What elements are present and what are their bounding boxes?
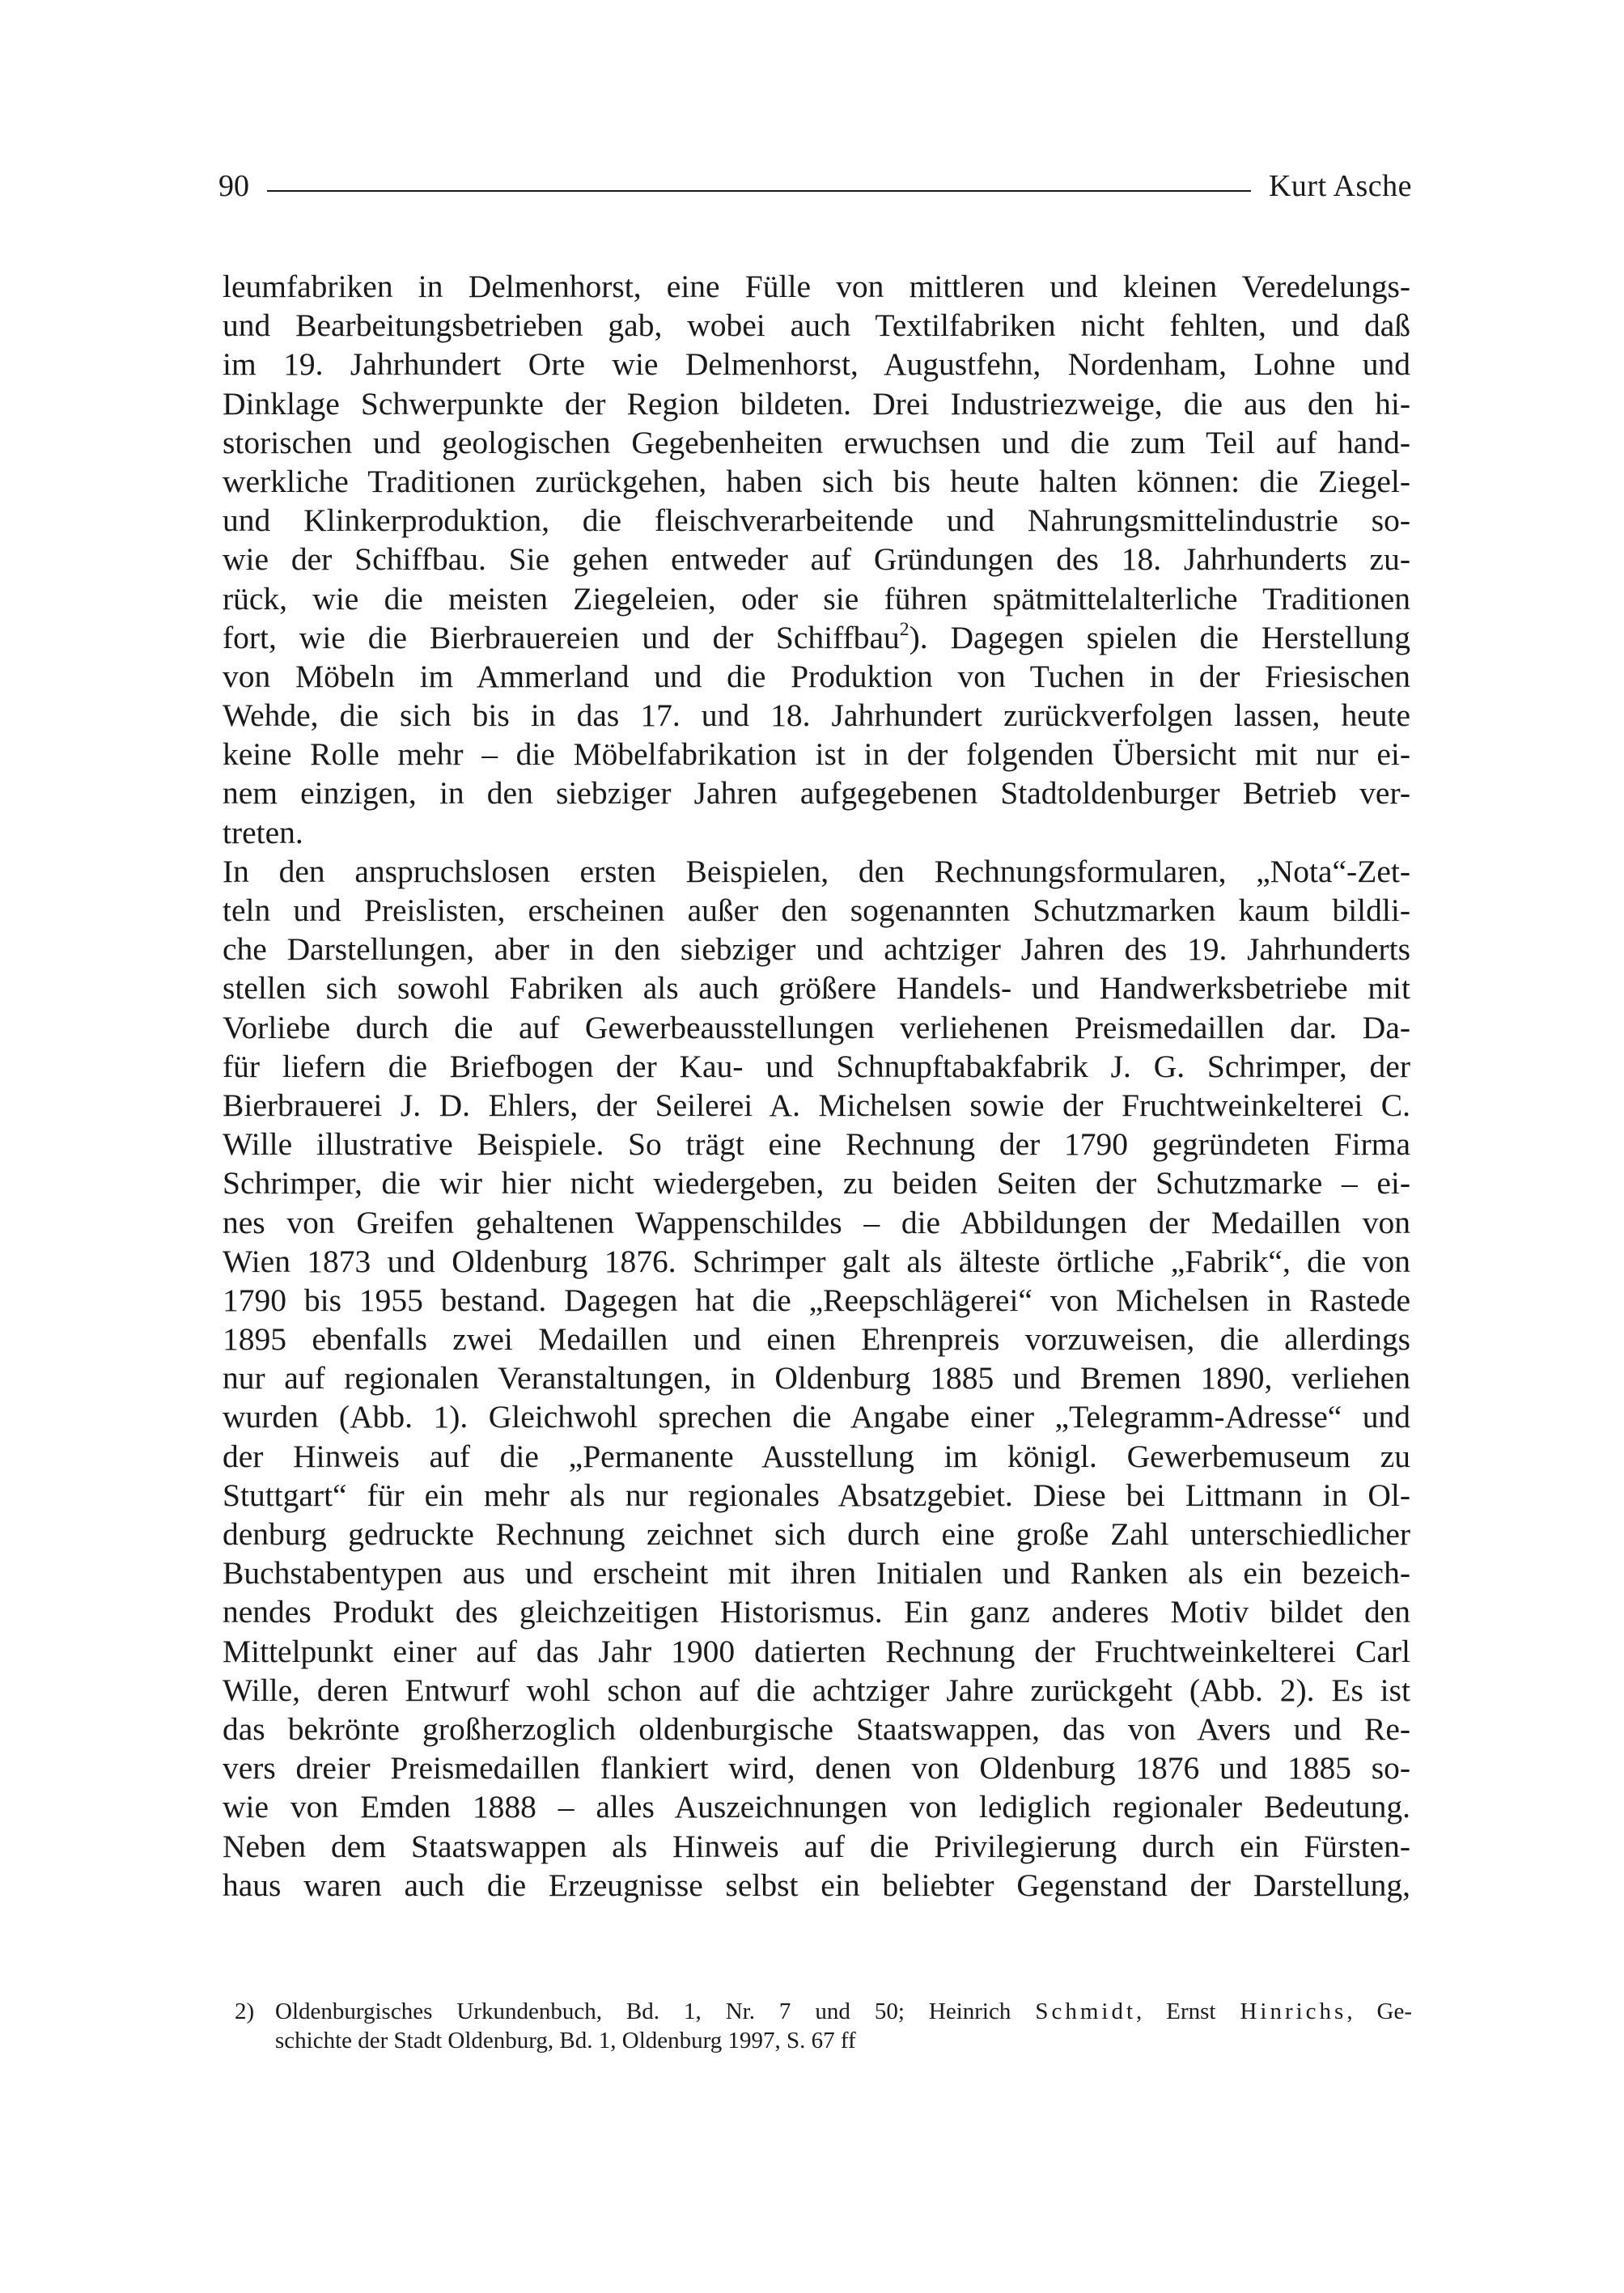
text-line: che Darstellungen, aber in den siebziger und achtziger Jahren des 19. Jahrhunderts [223, 931, 1410, 968]
text-segment: ). Dagegen spielen die Herstellung [909, 619, 1410, 655]
text-line: das bekrönte großherzoglich oldenburgische Staatswappen, das von Avers und Re- [223, 1710, 1410, 1747]
text-line: für liefern die Briefbogen der Kau- und Schnupftabakfabrik J. G. Schrimper, der [223, 1048, 1410, 1084]
text-line: nem einzigen, in den siebziger Jahren aufgegebenen Stadtoldenburger Betrieb ver- [223, 775, 1410, 812]
footnote-segment: Oldenburgisches Urkundenbuch, Bd. 1, Nr. 7 und 50; Heinrich [275, 1998, 1036, 2024]
text-line: teln und Preislisten, erscheinen außer den sogenannten Schutzmarken kaum bildli- [223, 892, 1410, 928]
footnote-line: schichte der Stadt Oldenburg, Bd. 1, Oldenburg 1997, S. 67 ff [275, 2028, 856, 2054]
text-line: rück, wie die meisten Ziegeleien, oder sie führen spätmittelalterliche Traditionen [223, 580, 1410, 617]
text-line: Wien 1873 und Oldenburg 1876. Schrimper galt als älteste örtliche „Fabrik“, die von [223, 1243, 1410, 1279]
footnote-line [275, 1997, 1412, 2026]
text-line: wurden (Abb. 1). Gleichwohl sprechen die Angabe einer „Telegramm-Adresse“ und [223, 1399, 1410, 1435]
text-line: Mittelpunkt einer auf das Jahr 1900 datierten Rechnung der Fruchtweinkelterei Carl [223, 1633, 1410, 1669]
text-line: 1790 bis 1955 bestand. Dagegen hat die „Reepschlägerei“ von Michelsen in Rastede [223, 1282, 1410, 1318]
text-line: Vorliebe durch die auf Gewerbeausstellungen verliehenen Preismedaillen dar. Da- [223, 1009, 1410, 1045]
text-line: der Hinweis auf die „Permanente Ausstellung im königl. Gewerbemuseum zu [223, 1438, 1410, 1474]
text-line: und Klinkerproduktion, die fleischverarbeitende und Nahrungsmittelindustrie so- [223, 502, 1410, 539]
text-line: Stuttgart“ für ein mehr als nur regionales Absatzgebiet. Diese bei Littmann in Ol- [223, 1477, 1410, 1513]
text-line: wie von Emden 1888 – alles Auszeichnungen von lediglich regionaler Bedeutung. [223, 1789, 1410, 1825]
text-line: stellen sich sowohl Fabriken als auch größere Handels- und Handwerksbetriebe mit [223, 970, 1410, 1007]
text-line: Wehde, die sich bis in das 17. und 18. Jahrhundert zurückverfolgen lassen, heute [223, 697, 1410, 734]
text-line: nes von Greifen gehaltenen Wappenschildes – die Abbildungen der Medaillen von [223, 1204, 1410, 1240]
text-line: Wille, deren Entwurf wohl schon auf die achtziger Jahre zurückgeht (Abb. 2). Es ist [223, 1672, 1410, 1708]
footnote [235, 1997, 1412, 2055]
footnote-segment: , Ge- [1346, 1998, 1413, 2024]
text-line: Neben dem Staatswappen als Hinweis auf die Privilegierung durch ein Fürsten- [223, 1828, 1410, 1864]
page-number: 90 [218, 169, 249, 203]
text-line: haus waren auch die Erzeugnisse selbst ein beliebter Gegenstand der Darstellung, [223, 1867, 1410, 1903]
text-line: Buchstabentypen aus und erscheint mit ihren Initialen und Ranken als ein bezeich- [223, 1555, 1410, 1592]
text-line-with-note [223, 618, 1410, 657]
text-line: und Bearbeitungsbetrieben gab, wobei auch Textilfabriken nicht fehlten, und daß [223, 307, 1410, 344]
footnote-reference: 2 [899, 618, 910, 640]
header-rule [267, 190, 1251, 192]
text-line: treten. [223, 814, 303, 850]
footnote-marker: 2) [235, 1998, 255, 2024]
text-line: In den anspruchslosen ersten Beispielen, den Rechnungsformularen, „Nota“-Zet- [223, 853, 1410, 889]
text-line: nendes Produkt des gleichzeitigen Historismus. Ein ganz anderes Motiv bildet den [223, 1594, 1410, 1630]
text-line: 1895 ebenfalls zwei Medaillen und einen Ehrenpreis vorzuweisen, die allerdings [223, 1321, 1410, 1358]
text-line: Bierbrauerei J. D. Ehlers, der Seilerei A. Michelsen sowie der Fruchtweinkelterei C. [223, 1087, 1410, 1123]
text-line: wie der Schiffbau. Sie gehen entweder auf Gründungen des 18. Jahrhunderts zu- [223, 541, 1410, 578]
footnote-text [275, 1997, 1412, 2055]
text-line: keine Rolle mehr – die Möbelfabrikation ist in der folgenden Übersicht mit nur ei- [223, 736, 1410, 773]
text-line: Wille illustrative Beispiele. So trägt eine Rechnung der 1790 gegründeten Firma [223, 1126, 1410, 1163]
text-line: nur auf regionalen Veranstaltungen, in Oldenburg 1885 und Bremen 1890, verliehen [223, 1360, 1410, 1397]
text-line: Dinklage Schwerpunkte der Region bildeten. Drei Industriezweige, die aus den hi- [223, 385, 1410, 422]
text-line: Schrimper, die wir hier nicht wiedergeben, zu beiden Seiten der Schutzmarke – ei- [223, 1165, 1410, 1202]
text-line: denburg gedruckte Rechnung zeichnet sich durch eine große Zahl unterschiedlicher [223, 1516, 1410, 1552]
footnote-author-name: Schmidt [1035, 1998, 1137, 2024]
footnote-segment: , Ernst [1136, 1998, 1240, 2024]
text-line: leumfabriken in Delmenhorst, eine Fülle von mittleren und kleinen Veredelungs- [223, 269, 1410, 304]
text-line: vers dreier Preismedaillen flankiert wird, denen von Oldenburg 1876 und 1885 so- [223, 1750, 1410, 1787]
text-segment: fort, wie die Bierbrauereien und der Schiffbau [223, 619, 900, 655]
running-head [218, 166, 1412, 206]
text-line: von Möbeln im Ammerland und die Produktion von Tuchen in der Friesischen [223, 658, 1410, 694]
footnote-author-name: Hinrichs [1240, 1998, 1347, 2024]
body-text [223, 267, 1410, 1905]
text-line: im 19. Jahrhundert Orte wie Delmenhorst, Augustfehn, Nordenham, Lohne und [223, 346, 1410, 383]
running-head-author: Kurt Asche [1268, 169, 1412, 203]
text-line: werkliche Traditionen zurückgehen, haben sich bis heute halten können: die Ziegel- [223, 463, 1410, 499]
text-line: storischen und geologischen Gegebenheiten erwuchsen und die zum Teil auf hand- [223, 424, 1410, 460]
